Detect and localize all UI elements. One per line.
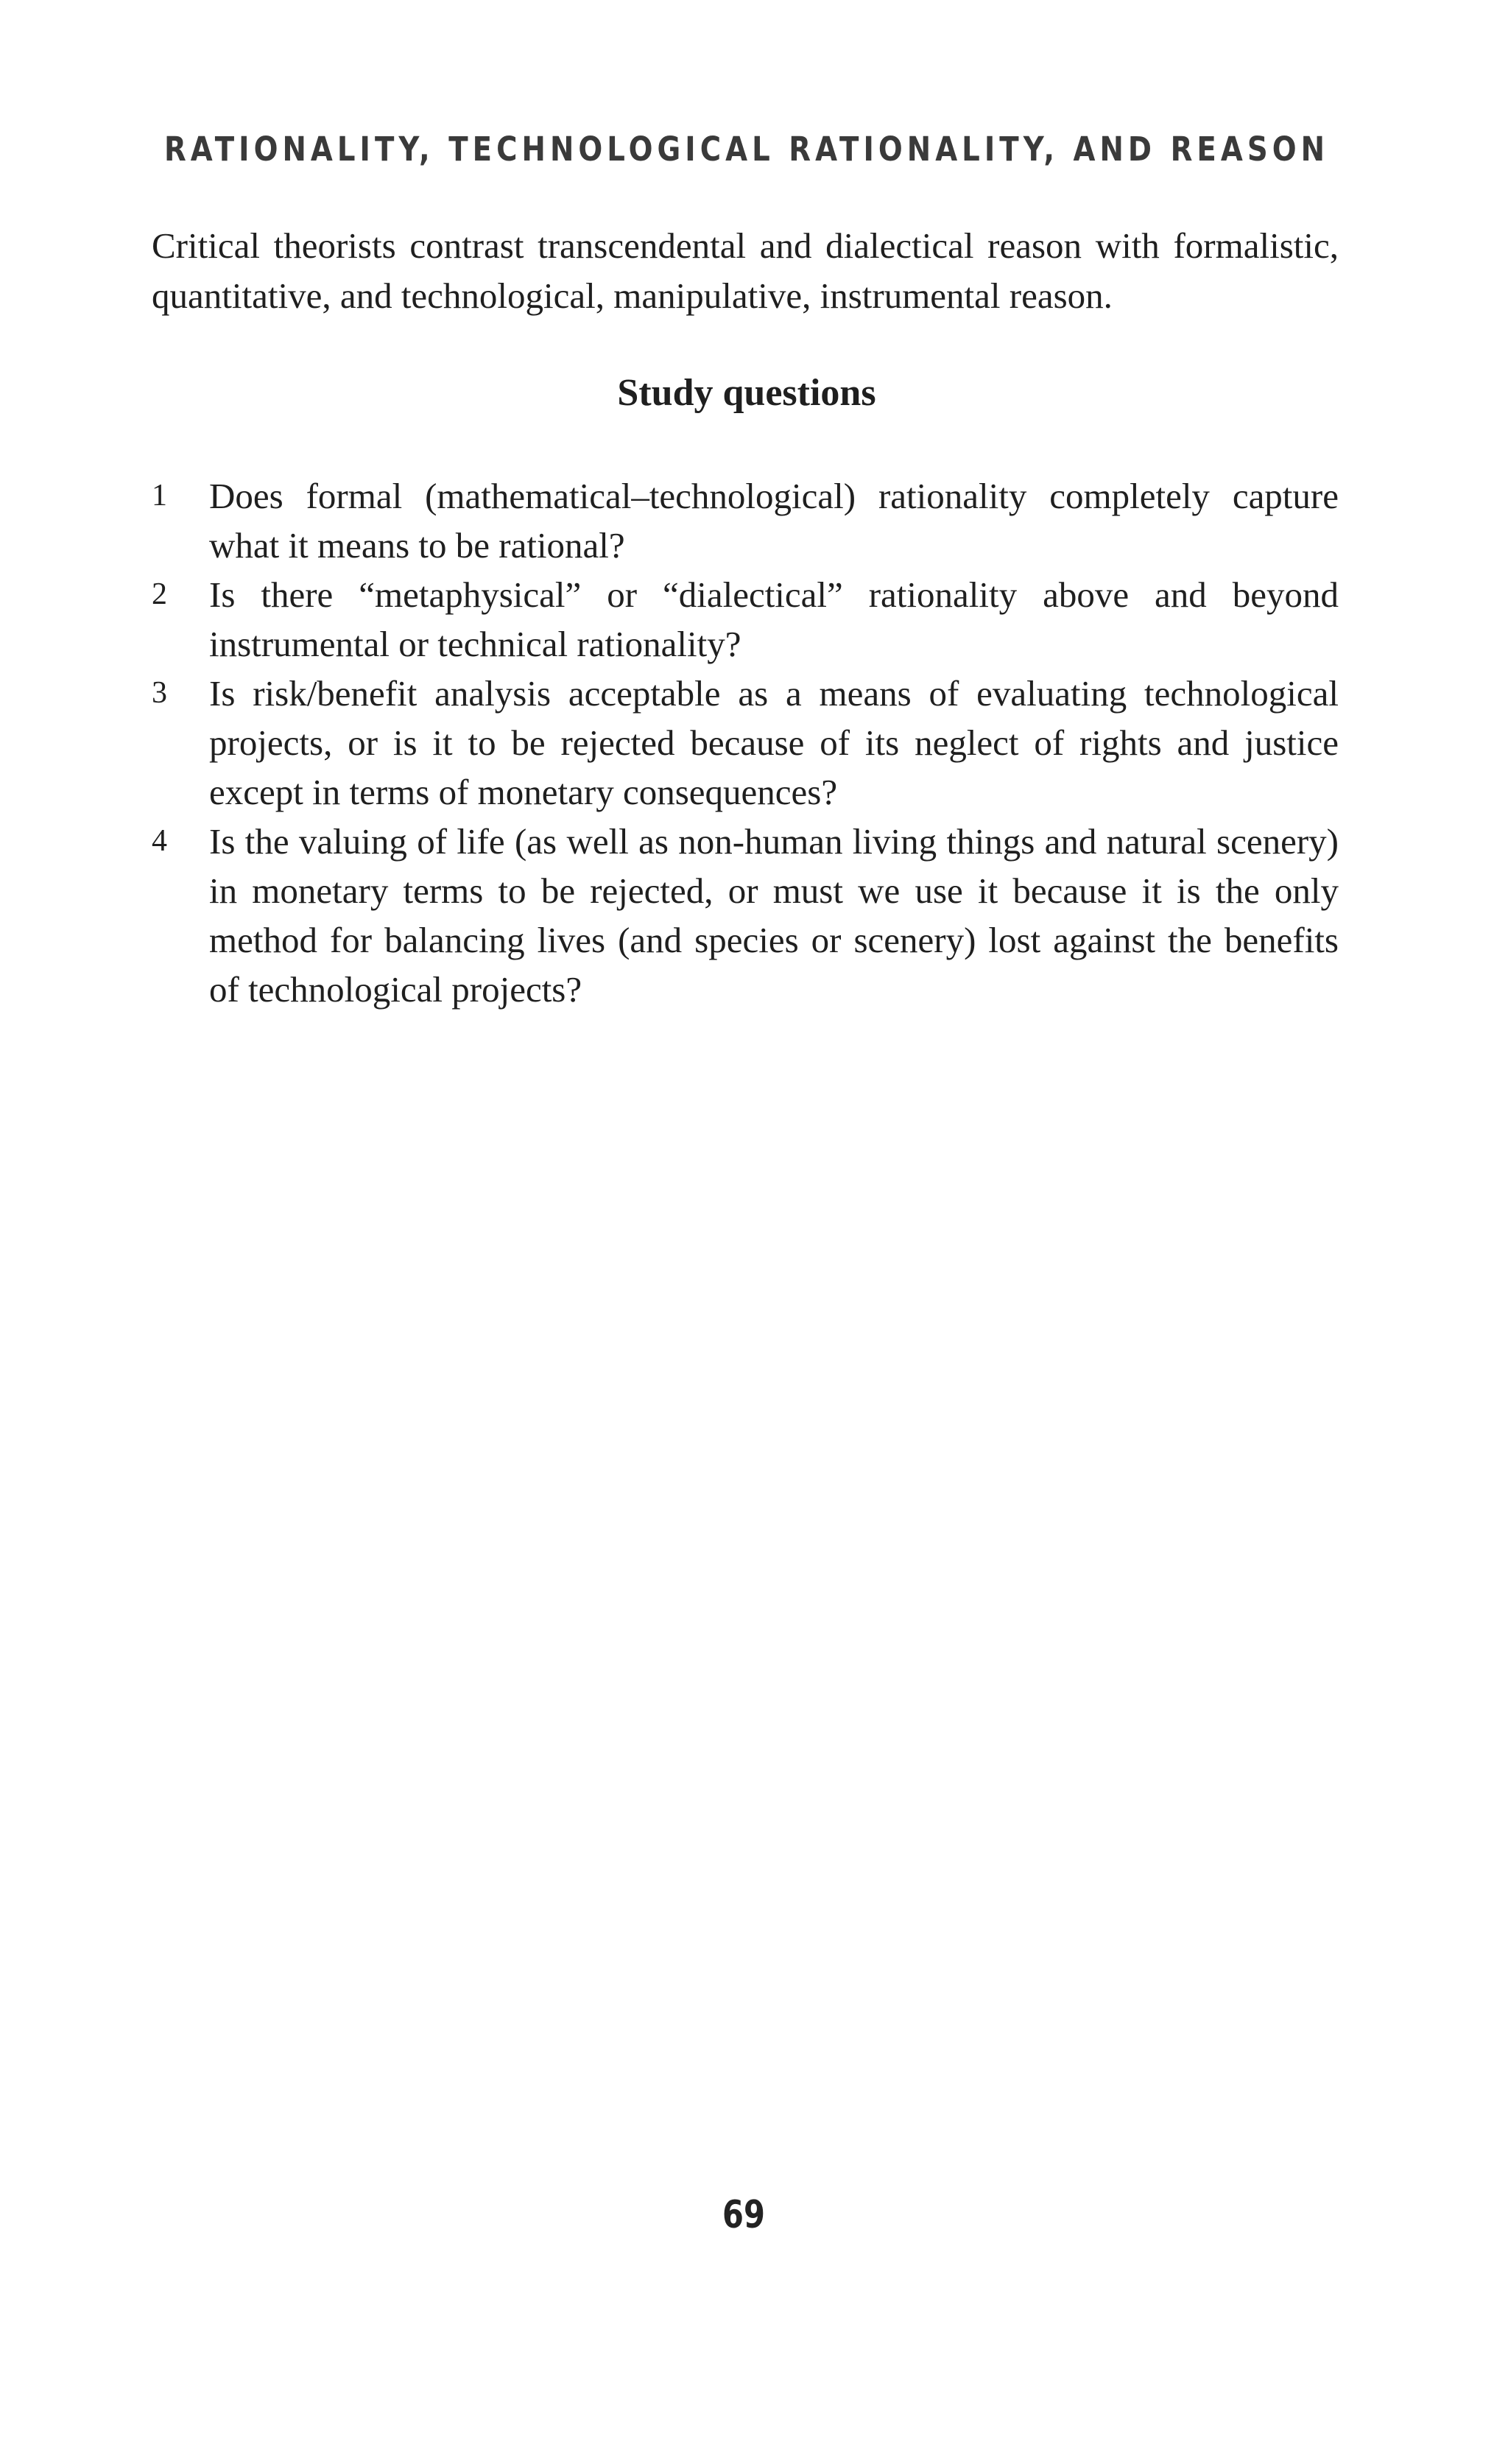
question-text: Does formal (mathematical–technological) rationality completely capture what it means to be rational? [209,476,1339,566]
list-item [152,817,1339,1014]
question-number: 3 [152,676,167,710]
running-head: RATIONALITY, TECHNOLOGICAL RATIONALITY, AND REASON [163,130,1330,169]
page-number: 69 [722,2193,765,2237]
question-number: 4 [152,824,167,858]
intro-paragraph: Critical theorists contrast transcendental and dialectical reason with formalistic, quantitative, and technological, manipulative, instrumental reason. [152,225,1339,316]
list-item [152,570,1339,669]
question-text: Is the valuing of life (as well as non-human living things and natural scenery) in monetary terms to be rejected, or must we use it because it is the only method for balancing lives (and species or scenery) lost against the benefits of technological projects? [209,821,1339,1010]
study-questions-list [152,471,1339,1014]
question-text: Is there “metaphysical” or “dialectical” rationality above and beyond instrumental or technical rationality? [209,574,1339,664]
section-heading: Study questions [617,372,876,414]
list-item [152,669,1339,817]
question-text: Is risk/benefit analysis acceptable as a means of evaluating technological projects, or is it to be rejected because of its neglect of rights and justice except in terms of monetary consequences? [209,673,1339,812]
question-number: 1 [152,479,167,513]
list-item [152,471,1339,570]
question-number: 2 [152,577,167,611]
